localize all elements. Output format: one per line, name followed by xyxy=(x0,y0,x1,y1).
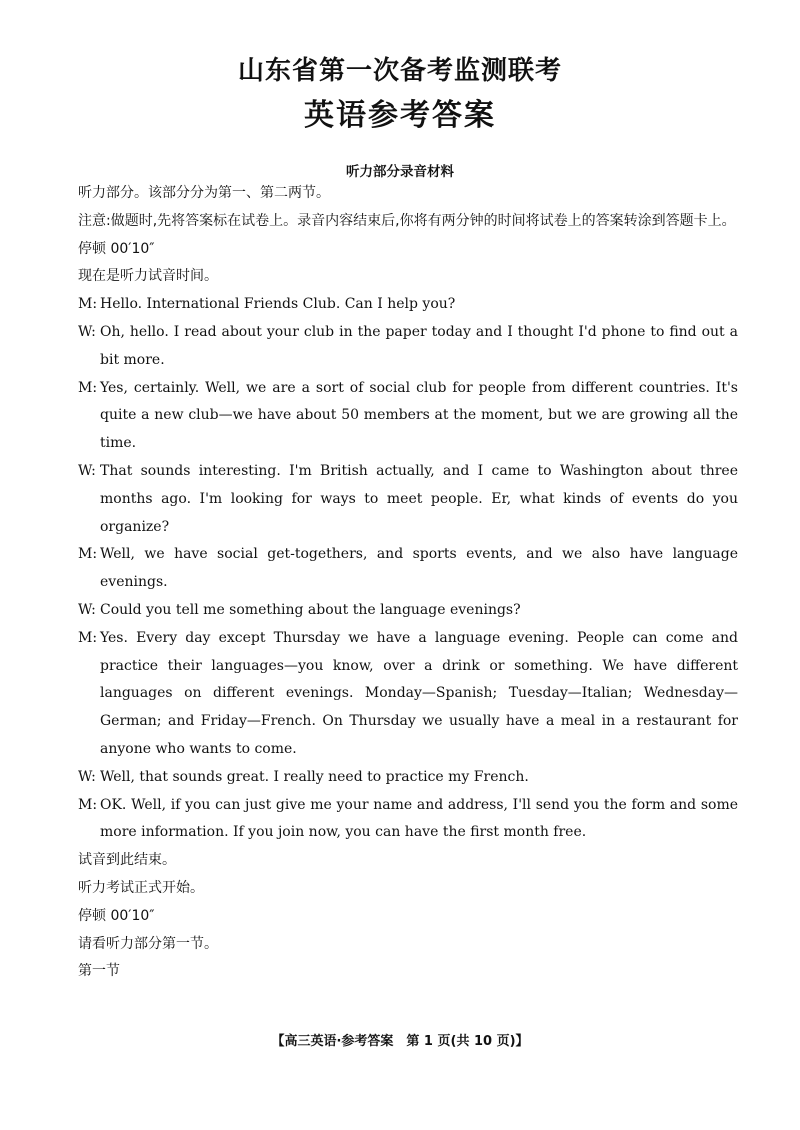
dialogue-turn xyxy=(78,764,738,792)
dialogue-text: Yes, certainly. Well, we are a sort of social club for people from different countries. It's quite a new club—we have about 50 members at the moment, but we are growing all the time. xyxy=(100,379,738,452)
speaker-label: M: xyxy=(78,629,98,646)
dialogue-text: Could you tell me something about the language evenings? xyxy=(100,601,521,618)
speaker-label: W: xyxy=(78,323,96,340)
speaker-label: M: xyxy=(78,296,98,313)
outro-line: 试音到此结束。 xyxy=(78,852,176,869)
dialogue-text: Yes. Every day except Thursday we have a language evening. People can come and practice their languages—you know, over a drink or something. We have different languages on different evenings. Monday—Spanish; Tuesday—Italian; Wednesday—German; and Friday—French. On Thursday we usually have a meal in a restaurant for anyone who wants to come. xyxy=(100,629,738,757)
dialogue-turn xyxy=(78,541,738,597)
pause-line: 停顿 00′10″ xyxy=(78,240,155,257)
exam-title: 山东省第一次备考监测联考 xyxy=(237,56,562,86)
dialogue-turn xyxy=(78,458,738,541)
dialogue-text: Well, that sounds great. I really need to practice my French. xyxy=(100,768,529,785)
speaker-label: M: xyxy=(78,546,98,563)
dialogue-text: Oh, hello. I read about your club in the paper today and I thought I'd phone to find out a bit more. xyxy=(100,323,738,368)
intro-line: 注意:做题时,先将答案标在试卷上。录音内容结束后,你将有两分钟的时间将试卷上的答案转涂到答题卡上。 xyxy=(78,212,736,229)
pause-line: 停顿 00′10″ xyxy=(78,907,155,924)
page-footer: 【高三英语·参考答案 第 1 页(共 10 页)】 xyxy=(271,1034,529,1049)
section-label: 第一节 xyxy=(78,963,120,980)
dialogue-turn xyxy=(78,319,738,375)
dialogue-turn xyxy=(78,375,738,458)
dialogue-turn xyxy=(78,597,738,625)
speaker-label: W: xyxy=(78,462,96,479)
listening-transcript-title: 听力部分录音材料 xyxy=(346,164,454,180)
dialogue-turn xyxy=(78,625,738,764)
answer-key-title: 英语参考答案 xyxy=(304,98,496,133)
transcript-body xyxy=(78,180,738,986)
speaker-label: W: xyxy=(78,601,96,618)
dialogue-text: Well, we have social get-togethers, and sports events, and we also have language evenings. xyxy=(100,546,738,591)
outro-line: 听力考试正式开始。 xyxy=(78,879,204,896)
speaker-label: W: xyxy=(78,768,96,785)
dialogue-text: OK. Well, if you can just give me your name and address, I'll send you the form and some more information. If you join now, you can have the first month free. xyxy=(100,796,738,841)
dialogue-turn xyxy=(78,792,738,848)
intro-line: 听力部分。该部分分为第一、第二两节。 xyxy=(78,185,330,201)
speaker-label: M: xyxy=(78,796,98,813)
intro-line: 现在是听力试音时间。 xyxy=(78,268,218,285)
dialogue-text: That sounds interesting. I'm British actually, and I came to Washington about three months ago. I'm looking for ways to meet people. Er, what kinds of events do you organize? xyxy=(100,462,738,535)
dialogue-text: Hello. International Friends Club. Can I help you? xyxy=(100,296,456,313)
outro-line: 请看听力部分第一节。 xyxy=(78,935,218,952)
dialogue-turn xyxy=(78,291,738,319)
speaker-label: M: xyxy=(78,379,98,396)
